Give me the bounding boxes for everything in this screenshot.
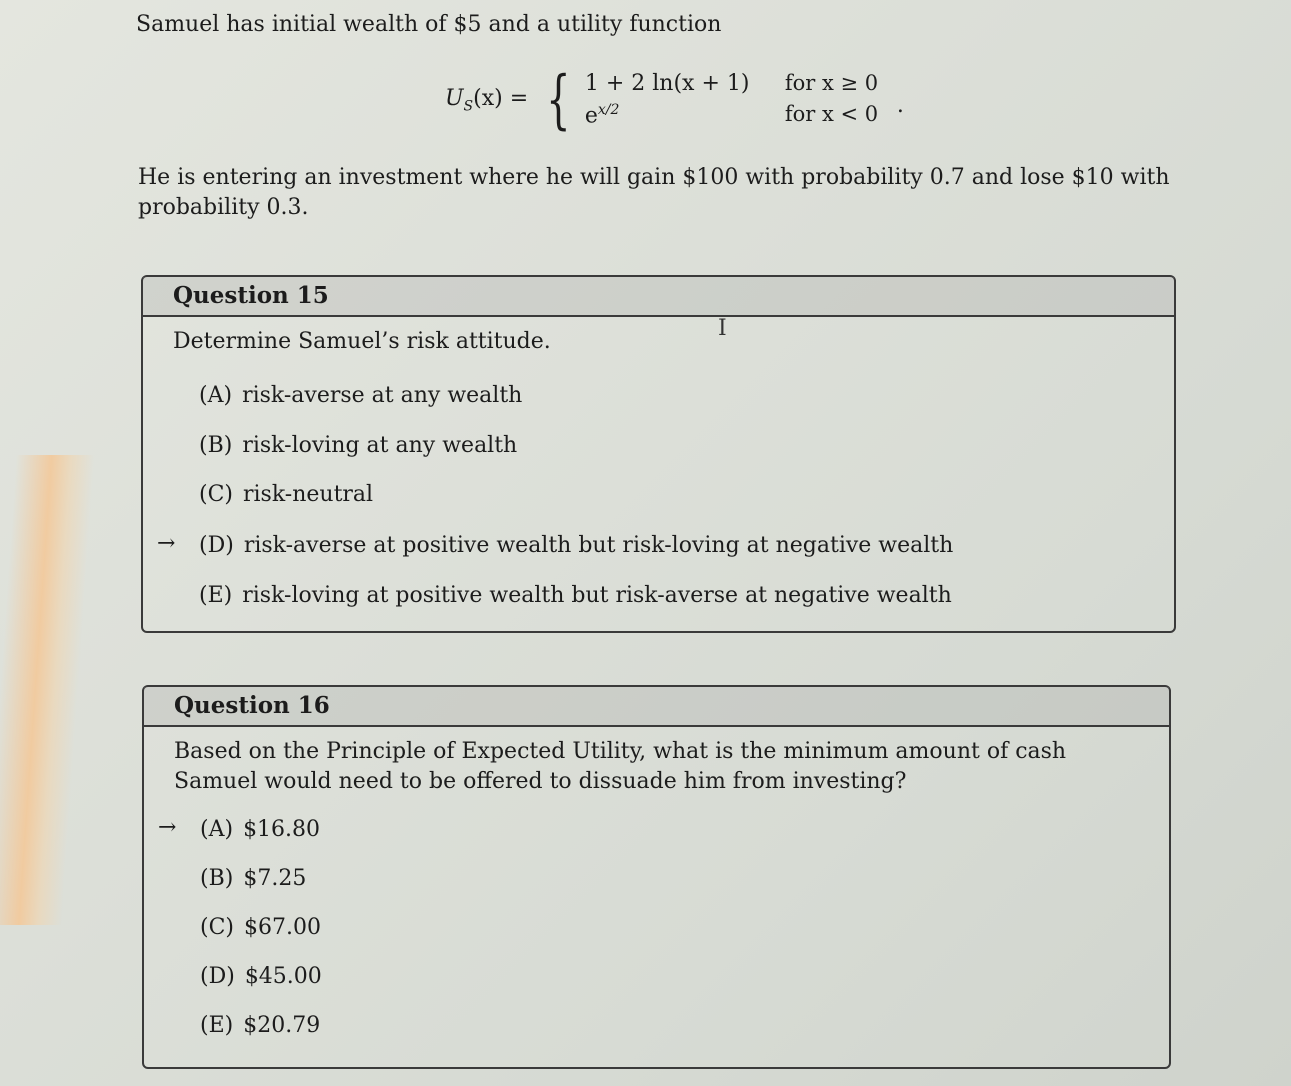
case1-condition: for x ≥ 0	[784, 71, 879, 96]
q16-option-a[interactable]: → (A) $16.80	[158, 815, 321, 842]
q15-option-e[interactable]: (E) risk-loving at positive wealth but risk-averse at negative wealth	[199, 583, 952, 608]
formula-period: .	[896, 93, 904, 118]
question-15-box	[141, 275, 1176, 633]
q16-option-c[interactable]: (C) $67.00	[200, 915, 321, 940]
formula-lhs: $U_S(x)$ =	[445, 85, 529, 115]
question-15-title: Question 15	[143, 277, 1174, 317]
q16-option-d[interactable]: (D) $45.00	[200, 964, 322, 989]
case2-expression: $e^{x/2}$	[584, 102, 620, 129]
question-15-prompt: Determine Samuel’s risk attitude.	[173, 329, 551, 354]
q16-option-e[interactable]: (E) $20.79	[200, 1013, 321, 1038]
q16-option-b[interactable]: (B) $7.25	[200, 866, 307, 891]
q15-option-a[interactable]: (A) risk-averse at any wealth	[199, 383, 523, 408]
case1-expression: 1 + 2 ln(x + 1)	[584, 71, 750, 97]
q15-option-c[interactable]: (C) risk-neutral	[199, 482, 374, 507]
investment-statement: He is entering an investment where he will gain $100 with probability 0.7 and lose $10 with probability 0.3.	[138, 165, 1170, 220]
utility-formula	[445, 63, 904, 137]
selected-arrow-icon: →	[158, 815, 177, 840]
q15-option-d[interactable]: → (D) risk-averse at positive wealth but risk-loving at negative wealth	[157, 531, 954, 558]
case2-condition: for x < 0	[784, 102, 879, 127]
selected-arrow-icon: →	[157, 531, 176, 556]
formula-cases	[585, 71, 895, 128]
question-16-title: Question 16	[144, 687, 1169, 727]
intro-text: Samuel has initial wealth of $5 and a utility function	[136, 12, 722, 37]
question-16-box	[142, 685, 1171, 1069]
screen-glare	[0, 455, 94, 925]
question-16-prompt: Based on the Principle of Expected Utility, what is the minimum amount of cash Samuel would need to be offered to dissuade him from investing?	[174, 739, 1067, 794]
curly-brace: {	[546, 63, 571, 137]
text-cursor-icon: I	[718, 316, 727, 341]
q15-option-b[interactable]: (B) risk-loving at any wealth	[199, 433, 518, 458]
